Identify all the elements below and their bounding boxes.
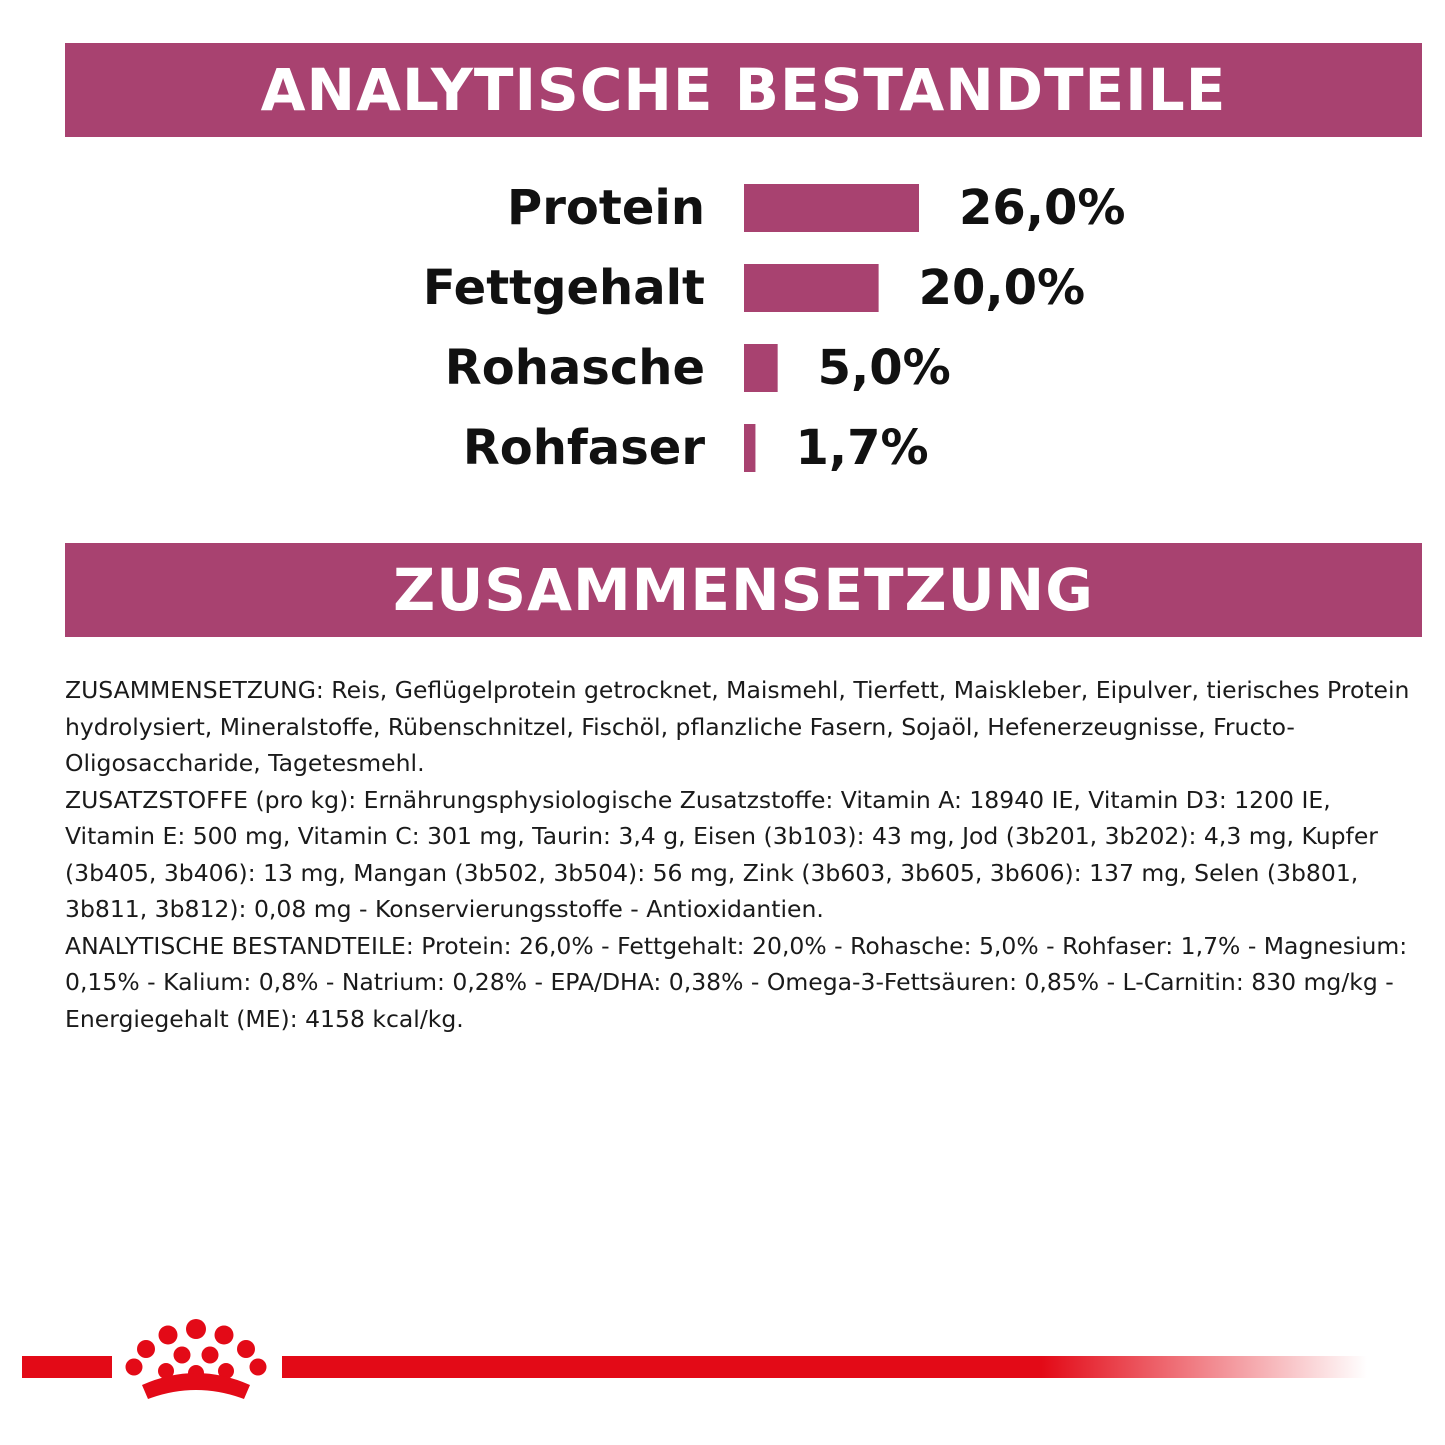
category-label-protein: Protein xyxy=(507,180,705,236)
category-label-fettgehalt: Fettgehalt xyxy=(422,260,705,316)
value-label-rohfaser: 1,7% xyxy=(795,420,929,476)
footer-line-right xyxy=(282,1356,1367,1378)
category-label-rohasche: Rohasche xyxy=(444,340,705,396)
footer-brand-line xyxy=(0,1315,1445,1415)
category-label-rohfaser: Rohfaser xyxy=(462,420,705,476)
composition-text xyxy=(65,672,1415,1037)
value-label-protein: 26,0% xyxy=(959,180,1126,236)
bar-protein xyxy=(744,184,919,232)
crown-icon xyxy=(126,1319,267,1399)
analytical-paragraph: ANALYTISCHE BESTANDTEILE: Protein: 26,0% - Fettgehalt: 20,0% - Rohasche: 5,0% - Rohfaser: 1,7% - Magnesium: 0,15% - Kalium: 0,8% - Natrium: 0,28% - EPA/DHA: 0,38% - Omega-3-Fettsäuren: 0,85% - L-Carnitin: 830 mg/kg - Energiegehalt (ME): 4158 kcal/kg. xyxy=(65,931,1408,1033)
bar-rohfaser xyxy=(744,424,755,472)
composition-banner: ZUSAMMENSETZUNG xyxy=(65,543,1422,637)
bar-fettgehalt xyxy=(744,264,879,312)
value-label-rohasche: 5,0% xyxy=(817,340,951,396)
footer-line-left xyxy=(22,1356,112,1378)
additives-paragraph: ZUSATZSTOFFE (pro kg): Ernährungsphysiologische Zusatzstoffe: Vitamin A: 18940 IE, Vitamin D3: 1200 IE, Vitamin E: 500 mg, Vitamin C: 301 mg, Taurin: 3,4 g, Eisen (3b103): 43 mg, Jod (3b201, 3b202): 4,3 mg, Kupfer (3b405, 3b406): 13 mg, Mangan (3b502, 3b504): 56 mg, Zink (3b603, 3b605, 3b606): 137 mg, Selen (3b801, 3b811, 3b812): 0,08 mg - Konservierungsstoffe - Antioxidantien. xyxy=(65,785,1378,923)
composition-paragraph: ZUSAMMENSETZUNG: Reis, Geflügelprotein getrocknet, Maismehl, Tierfett, Maiskleber, Eipulver, tierisches Protein hydrolysiert, Mineralstoffe, Rübenschnitzel, Fischöl, pflanzliche Fasern, Sojaöl, Hefenerzeugnisse, Fructo-Oligosaccharide, Tagetesmehl. xyxy=(65,676,1410,777)
nutrient-bar-chart xyxy=(0,160,1445,490)
value-label-fettgehalt: 20,0% xyxy=(918,260,1086,316)
bar-rohasche xyxy=(744,344,778,392)
analysis-banner: ANALYTISCHE BESTANDTEILE xyxy=(65,43,1422,137)
